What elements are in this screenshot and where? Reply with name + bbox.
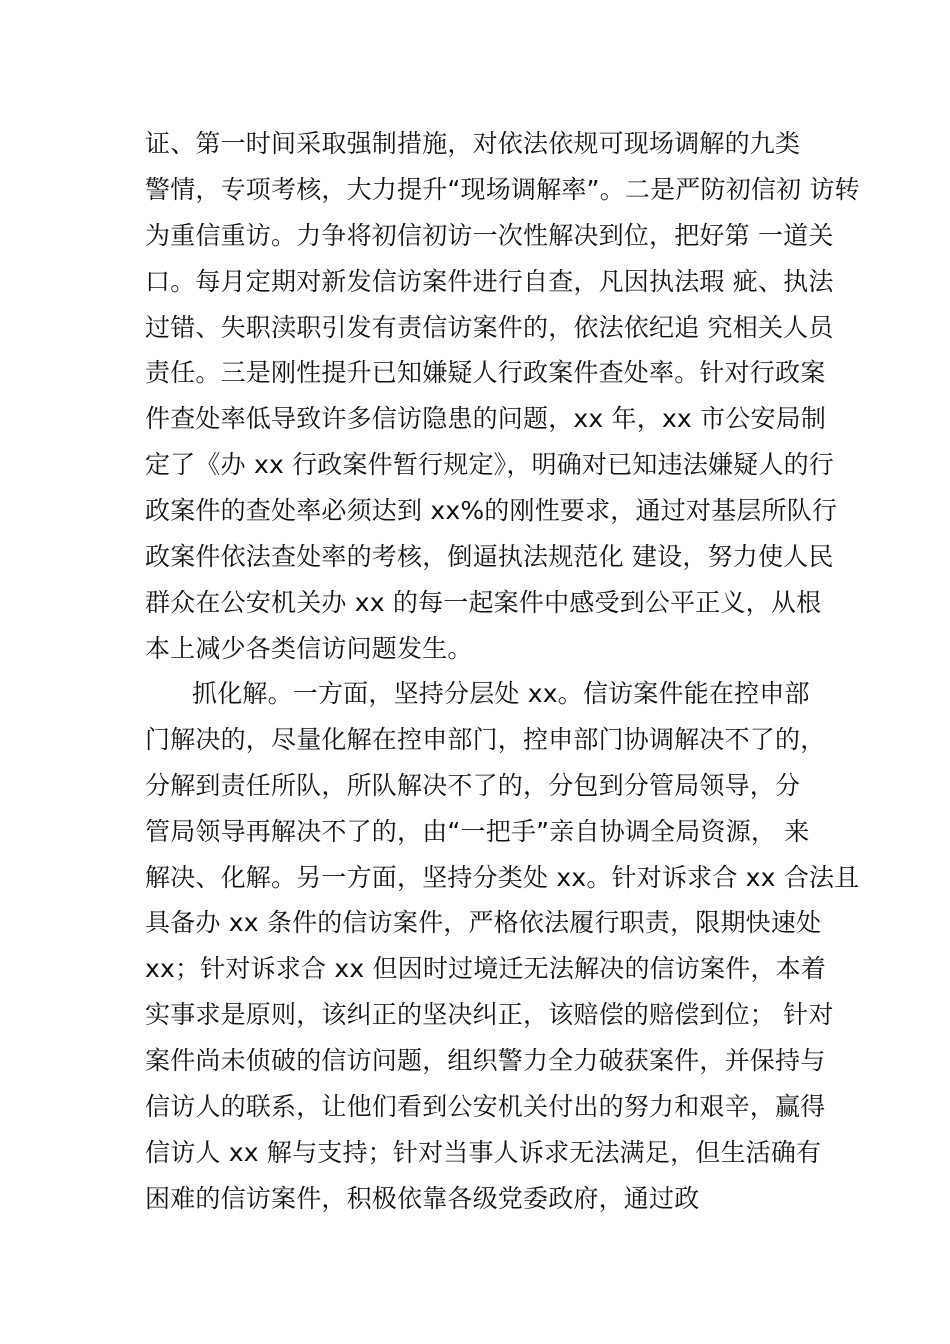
paragraph-2-line-7: xx；针对诉求合 xx 但因时过境迁无法解决的信访案件，本着 (145, 954, 827, 984)
paragraph-2 (145, 671, 860, 1222)
paragraph-2-line-3: 分解到责任所队，所队解决不了的，分包到分管局领导，分 (145, 770, 801, 800)
paragraph-1-line-9: 政案件的查处率必须达到 xx%的刚性要求，通过对基层所队行 (145, 496, 838, 526)
paragraph-1-line-6: 责任。三是刚性提升已知嫌疑人行政案件查处率。针对行政案 (145, 358, 826, 388)
paragraph-2-line-4: 管局领导再解决不了的，由“一把手”亲自协调全局资源， 来 (145, 816, 810, 846)
paragraph-1-line-10: 政案件依法查处率的考核，倒逼执法规范化 建设，努力使人民 (145, 542, 834, 572)
paragraph-1 (145, 121, 860, 672)
paragraph-1-line-11: 群众在公安机关办 xx 的每一起案件中感受到公平正义，从根 (145, 587, 822, 617)
paragraph-1-line-8: 定了《办 xx 行政案件暂行规定》，明确对已知违法嫌疑人的行 (145, 450, 834, 480)
paragraph-2-line-12: 困难的信访案件，积极依靠各级党委政府，通过政 (145, 1183, 700, 1213)
paragraph-1-line-4: 口。每月定期对新发信访案件进行自查，凡因执法瑕 疵、执法 (145, 266, 834, 296)
paragraph-1-line-7: 件查处率低导致许多信访隐患的问题，xx 年，xx 市公安局制 (145, 404, 827, 434)
paragraph-1-line-2: 警情，专项考核，大力提升“现场调解率”。二是严防初信初 访转 (145, 174, 860, 204)
paragraph-2-line-5: 解决、化解。另一方面，坚持分类处 xx。针对诉求合 xx 合法且 (145, 862, 860, 892)
paragraph-1-line-3: 为重信重访。力争将初信初访一次性解决到位，把好第 一道关 (145, 220, 834, 250)
paragraph-2-line-8: 实事求是原则，该纠正的坚决纠正，该赔偿的赔偿到位； 针对 (145, 1000, 834, 1030)
paragraph-1-line-5: 过错、失职渎职引发有责信访案件的，依法依纪追 究相关人员 (145, 312, 834, 342)
paragraph-1-line-1: 证、第一时间采取强制措施，对依法依规可现场调解的九类 (145, 129, 801, 158)
paragraph-2-line-6: 具备办 xx 条件的信访案件，严格依法履行职责，限期快速处 (145, 908, 822, 938)
paragraph-2-line-1: 抓化解。一方面，坚持分层处 xx。信访案件能在控申部 (192, 679, 810, 708)
paragraph-2-line-11: 信访人 xx 解与支持；针对当事人诉求无法满足，但生活确有 (145, 1137, 822, 1167)
paragraph-2-line-9: 案件尚未侦破的信访问题，组织警力全力破获案件，并保持与 (145, 1046, 826, 1076)
paragraph-1-line-12: 本上减少各类信访问题发生。 (145, 633, 473, 663)
paragraph-2-line-2: 门解决的，尽量化解在控申部门，控申部门协调解决不了的， (145, 724, 826, 754)
paragraph-2-line-10: 信访人的联系，让他们看到公安机关付出的努力和艰辛，赢得 (145, 1092, 826, 1122)
